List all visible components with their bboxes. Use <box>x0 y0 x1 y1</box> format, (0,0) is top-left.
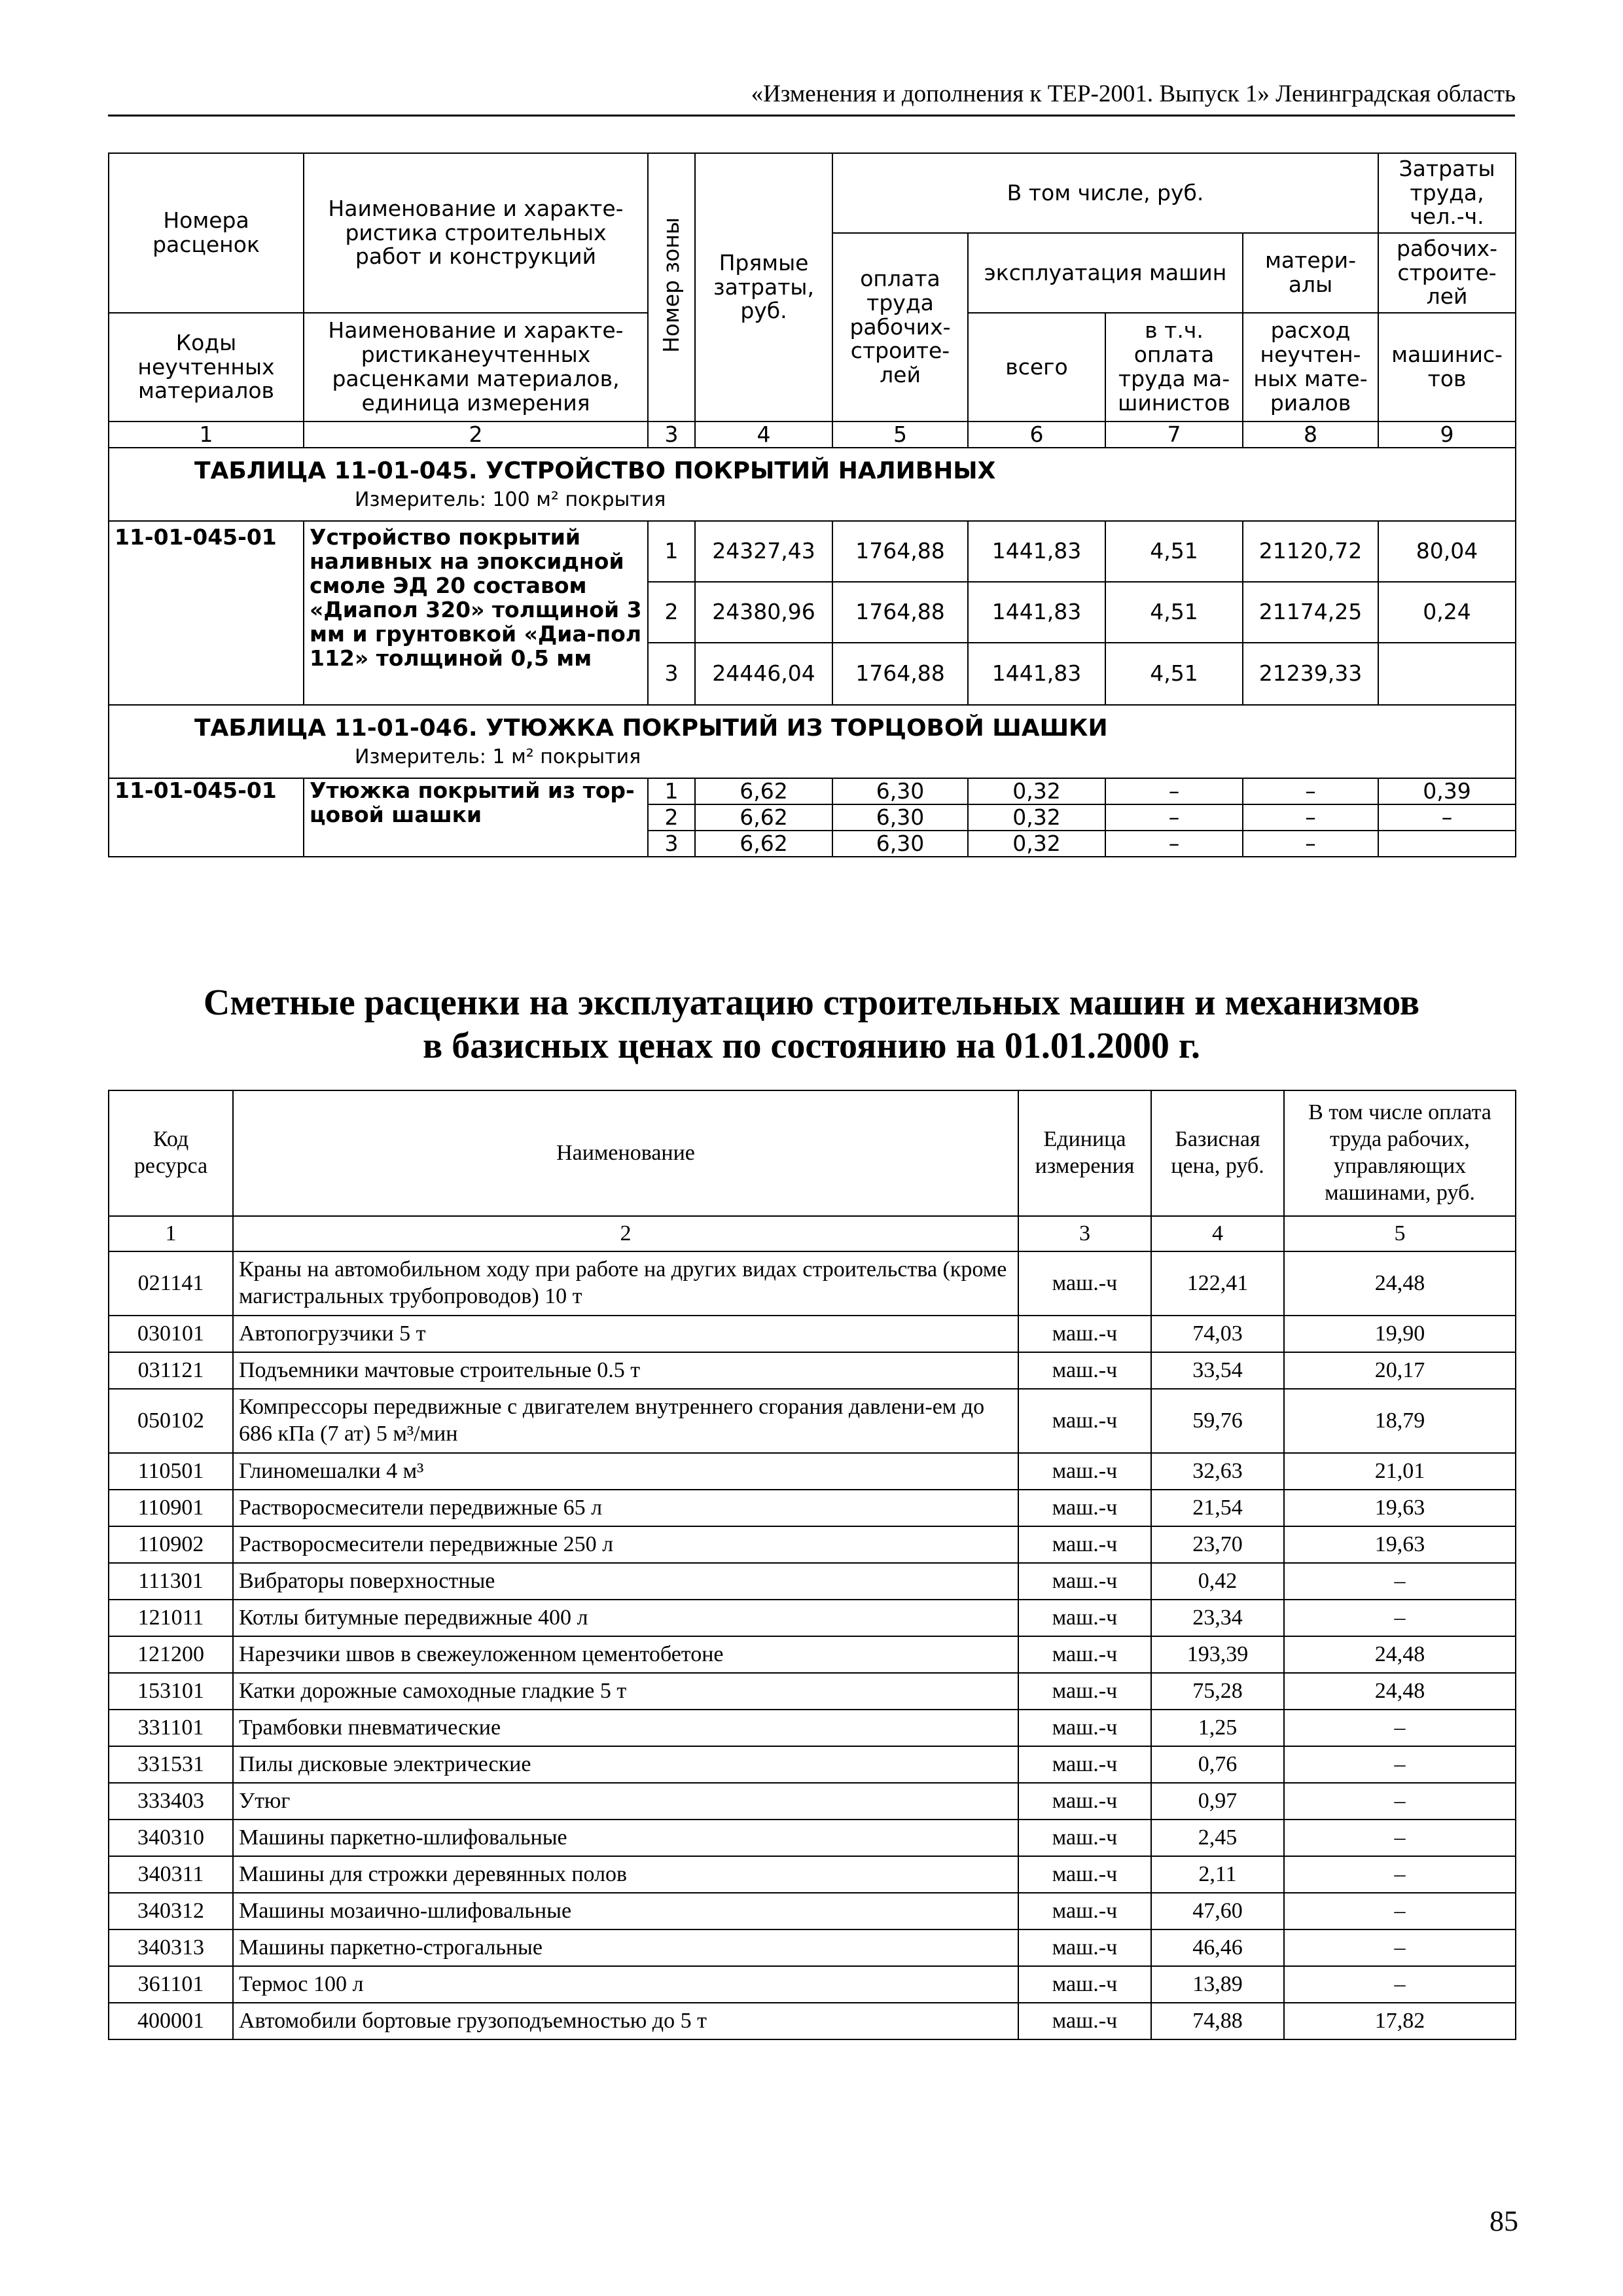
labor-pay: 17,82 <box>1284 2003 1516 2039</box>
table-row <box>109 1966 1516 2003</box>
unit: маш.-ч <box>1018 1490 1151 1526</box>
machines-table <box>108 1090 1516 2040</box>
table-cell: 1764,88 <box>832 643 968 705</box>
col-num: 3 <box>1018 1216 1151 1251</box>
resource-name: Компрессоры передвижные с двигателем внутреннего сгорания давлени-ем до 686 кПа (7 ат) 5 м³/мин <box>233 1389 1018 1453</box>
resource-name: Машины мозаично-шлифовальные <box>233 1893 1018 1929</box>
unit: маш.-ч <box>1018 1710 1151 1746</box>
resource-name: Нарезчики швов в свежеуложенном цементобетоне <box>233 1636 1018 1673</box>
base-price: 59,76 <box>1151 1389 1284 1453</box>
base-price: 0,97 <box>1151 1783 1284 1820</box>
section-title: ТАБЛИЦА 11-01-046. УТЮЖКА ПОКРЫТИЙ ИЗ ТОРЦОВОЙ ШАШКИ <box>194 715 1108 742</box>
col-head-consumption: расход неучтен-ных мате-риалов <box>1243 313 1378 422</box>
resource-code: 331101 <box>109 1710 233 1746</box>
unit: маш.-ч <box>1018 1526 1151 1563</box>
col-head-machinists: машинис-тов <box>1378 313 1516 422</box>
labor-pay: – <box>1284 1820 1516 1856</box>
page-number: 85 <box>1489 2205 1518 2237</box>
resource-name: Глиномешалки 4 м³ <box>233 1453 1018 1490</box>
unit: маш.-ч <box>1018 1352 1151 1389</box>
labor-pay: – <box>1284 1563 1516 1600</box>
col-head-incl: В том числе, руб. <box>832 153 1378 233</box>
base-price: 75,28 <box>1151 1673 1284 1710</box>
table-cell: – <box>1105 778 1243 804</box>
table-cell: 3 <box>648 831 695 857</box>
base-price: 33,54 <box>1151 1352 1284 1389</box>
title-line-2: в базисных ценах по состоянию на 01.01.2000 г. <box>423 1025 1200 1066</box>
table-cell: 6,62 <box>695 831 832 857</box>
table-cell: 1 <box>648 778 695 804</box>
resource-name: Краны на автомобильном ходу при работе на других видах строительства (кроме магистральных трубопроводов) 10 т <box>233 1251 1018 1316</box>
unit: маш.-ч <box>1018 1820 1151 1856</box>
resource-name: Вибраторы поверхностные <box>233 1563 1018 1600</box>
table-row <box>109 1856 1516 1893</box>
table-cell: 21239,33 <box>1243 643 1378 705</box>
labor-pay: – <box>1284 1893 1516 1929</box>
unit: маш.-ч <box>1018 1673 1151 1710</box>
base-price: 0,42 <box>1151 1563 1284 1600</box>
col-head-unit: Единица измерения <box>1018 1090 1151 1216</box>
resource-name: Машины паркетно-строгальные <box>233 1929 1018 1966</box>
table-cell: 2 <box>648 804 695 831</box>
col-head-materials: матери-алы <box>1243 233 1378 313</box>
table-row <box>109 1600 1516 1636</box>
col-num: 1 <box>109 422 304 448</box>
col-head-name: Наименование и характе-ристика строительных работ и конструкций <box>304 153 648 313</box>
resource-name: Трамбовки пневматические <box>233 1710 1018 1746</box>
labor-pay: 18,79 <box>1284 1389 1516 1453</box>
table-row <box>109 1526 1516 1563</box>
resource-name: Подъемники мачтовые строительные 0.5 т <box>233 1352 1018 1389</box>
resource-code: 340312 <box>109 1893 233 1929</box>
col-num: 4 <box>1151 1216 1284 1251</box>
resource-code: 340313 <box>109 1929 233 1966</box>
machines-section-title <box>108 982 1515 1067</box>
base-price: 122,41 <box>1151 1251 1284 1316</box>
table-cell: 4,51 <box>1105 582 1243 643</box>
col-head-name: Наименование <box>233 1090 1018 1216</box>
col-head-pay: оплата труда рабочих-строите-лей <box>832 233 968 422</box>
labor-pay: 24,48 <box>1284 1251 1516 1316</box>
col-head-total: всего <box>968 313 1105 422</box>
base-price: 193,39 <box>1151 1636 1284 1673</box>
base-price: 21,54 <box>1151 1490 1284 1526</box>
col-head-pay: В том числе оплата труда рабочих, управляющих машинами, руб. <box>1284 1090 1516 1216</box>
unit: маш.-ч <box>1018 1783 1151 1820</box>
col-head-numbers: Номера расценок <box>109 153 304 313</box>
table-row <box>109 1783 1516 1820</box>
section-heading <box>109 705 1516 778</box>
labor-pay: 24,48 <box>1284 1673 1516 1710</box>
resource-code: 121011 <box>109 1600 233 1636</box>
resource-name: Котлы битумные передвижные 400 л <box>233 1600 1018 1636</box>
resource-code: 331531 <box>109 1746 233 1783</box>
table-cell: 21174,25 <box>1243 582 1378 643</box>
table-row <box>109 1746 1516 1783</box>
resource-name: Машины паркетно-шлифовальные <box>233 1820 1018 1856</box>
rate-code: 11-01-045-01 <box>109 778 304 857</box>
resource-name: Растворосмесители передвижные 250 л <box>233 1526 1018 1563</box>
section-meter: Измеритель: 1 м² покрытия <box>355 745 641 768</box>
table-cell: 4,51 <box>1105 643 1243 705</box>
table-cell: 1441,83 <box>968 521 1105 582</box>
col-head-workers: рабочих-строите-лей <box>1378 233 1516 313</box>
section-title: ТАБЛИЦА 11-01-045. УСТРОЙСТВО ПОКРЫТИЙ НАЛИВНЫХ <box>194 457 996 485</box>
table-row <box>109 1563 1516 1600</box>
table-cell: 6,62 <box>695 804 832 831</box>
unit: маш.-ч <box>1018 1746 1151 1783</box>
zone-label: Номер зоны <box>658 217 684 353</box>
labor-pay: – <box>1284 1746 1516 1783</box>
labor-pay: – <box>1284 1966 1516 2003</box>
table-row <box>109 1352 1516 1389</box>
table-cell: – <box>1243 804 1378 831</box>
table-row <box>109 1929 1516 1966</box>
resource-code: 340311 <box>109 1856 233 1893</box>
resource-name: Утюг <box>233 1783 1018 1820</box>
unit: маш.-ч <box>1018 1563 1151 1600</box>
table-cell: 1 <box>648 521 695 582</box>
base-price: 74,03 <box>1151 1316 1284 1352</box>
resource-code: 333403 <box>109 1783 233 1820</box>
base-price: 32,63 <box>1151 1453 1284 1490</box>
base-price: 74,88 <box>1151 2003 1284 2039</box>
resource-name: Автомобили бортовые грузоподъемностью до 5 т <box>233 2003 1018 2039</box>
resource-name: Катки дорожные самоходные гладкие 5 т <box>233 1673 1018 1710</box>
table-cell: 0,32 <box>968 831 1105 857</box>
unit: маш.-ч <box>1018 1893 1151 1929</box>
table-cell: 24446,04 <box>695 643 832 705</box>
table-cell: – <box>1105 831 1243 857</box>
table-row <box>109 1636 1516 1673</box>
resource-name: Пилы дисковые электрические <box>233 1746 1018 1783</box>
resource-name: Термос 100 л <box>233 1966 1018 2003</box>
resource-code: 121200 <box>109 1636 233 1673</box>
resource-code: 361101 <box>109 1966 233 2003</box>
table-cell <box>1378 643 1516 705</box>
resource-code: 021141 <box>109 1251 233 1316</box>
unit: маш.-ч <box>1018 1966 1151 2003</box>
unit: маш.-ч <box>1018 1600 1151 1636</box>
table-cell: 6,30 <box>832 804 968 831</box>
table-row <box>109 1893 1516 1929</box>
table-cell: – <box>1243 778 1378 804</box>
labor-pay: 20,17 <box>1284 1352 1516 1389</box>
labor-pay: 19,63 <box>1284 1526 1516 1563</box>
resource-code: 050102 <box>109 1389 233 1453</box>
table-cell: 0,39 <box>1378 778 1516 804</box>
table-cell: 4,51 <box>1105 521 1243 582</box>
table-cell: 6,62 <box>695 778 832 804</box>
resource-code: 340310 <box>109 1820 233 1856</box>
unit: маш.-ч <box>1018 1453 1151 1490</box>
col-head-incl-pay: в т.ч. оплата труда ма-шинистов <box>1105 313 1243 422</box>
table-row <box>109 1389 1516 1453</box>
table-row <box>109 1710 1516 1746</box>
resource-name: Растворосмесители передвижные 65 л <box>233 1490 1018 1526</box>
table-cell: 0,32 <box>968 778 1105 804</box>
col-num: 3 <box>648 422 695 448</box>
table-row <box>109 2003 1516 2039</box>
table-row <box>109 1820 1516 1856</box>
col-head-price: Базисная цена, руб. <box>1151 1090 1284 1216</box>
col-head-labor: Затраты труда, чел.-ч. <box>1378 153 1516 233</box>
unit: маш.-ч <box>1018 1389 1151 1453</box>
labor-pay: – <box>1284 1856 1516 1893</box>
labor-pay: 21,01 <box>1284 1453 1516 1490</box>
table-cell: 0,32 <box>968 804 1105 831</box>
resource-code: 031121 <box>109 1352 233 1389</box>
table-row <box>109 1490 1516 1526</box>
labor-pay: 19,90 <box>1284 1316 1516 1352</box>
table-row <box>109 1453 1516 1490</box>
unit: маш.-ч <box>1018 1316 1151 1352</box>
resource-code: 110902 <box>109 1526 233 1563</box>
table-cell: – <box>1243 831 1378 857</box>
resource-code: 111301 <box>109 1563 233 1600</box>
rate-description: Устройство покрытий наливных на эпоксидной смоле ЭД 20 составом «Диапол 320» толщиной 3 мм и грунтовкой «Диа-пол 112» толщиной 0,5 мм <box>304 521 648 705</box>
col-num: 2 <box>233 1216 1018 1251</box>
col-head-code: Код ресурса <box>109 1090 233 1216</box>
table-cell: 6,30 <box>832 831 968 857</box>
resource-code: 110901 <box>109 1490 233 1526</box>
resource-code: 110501 <box>109 1453 233 1490</box>
table-row <box>109 1316 1516 1352</box>
base-price: 23,70 <box>1151 1526 1284 1563</box>
table-cell: 24380,96 <box>695 582 832 643</box>
col-num: 4 <box>695 422 832 448</box>
labor-pay: 24,48 <box>1284 1636 1516 1673</box>
col-num: 8 <box>1243 422 1378 448</box>
base-price: 47,60 <box>1151 1893 1284 1929</box>
rate-description: Утюжка покрытий из тор-цовой шашки <box>304 778 648 857</box>
unit: маш.-ч <box>1018 1929 1151 1966</box>
col-num: 1 <box>109 1216 233 1251</box>
base-price: 0,76 <box>1151 1746 1284 1783</box>
table-cell: 1764,88 <box>832 582 968 643</box>
table-row <box>109 1673 1516 1710</box>
resource-code: 030101 <box>109 1316 233 1352</box>
table-cell: 80,04 <box>1378 521 1516 582</box>
labor-pay: – <box>1284 1783 1516 1820</box>
resource-code: 400001 <box>109 2003 233 2039</box>
table-cell: – <box>1378 804 1516 831</box>
col-head-exploit: эксплуатация машин <box>968 233 1243 313</box>
rate-code: 11-01-045-01 <box>109 521 304 705</box>
labor-pay: – <box>1284 1929 1516 1966</box>
labor-pay: 19,63 <box>1284 1490 1516 1526</box>
unit: маш.-ч <box>1018 1251 1151 1316</box>
base-price: 46,46 <box>1151 1929 1284 1966</box>
col-num: 6 <box>968 422 1105 448</box>
section-meter: Измеритель: 100 м² покрытия <box>355 488 666 511</box>
table-cell: 21120,72 <box>1243 521 1378 582</box>
section-heading <box>109 448 1516 521</box>
table-cell: 3 <box>648 643 695 705</box>
base-price: 23,34 <box>1151 1600 1284 1636</box>
col-num: 7 <box>1105 422 1243 448</box>
base-price: 13,89 <box>1151 1966 1284 2003</box>
table-cell: 1441,83 <box>968 582 1105 643</box>
col-num: 5 <box>1284 1216 1516 1251</box>
rates-table <box>108 152 1516 857</box>
table-cell: – <box>1105 804 1243 831</box>
table-cell: 1441,83 <box>968 643 1105 705</box>
unit: маш.-ч <box>1018 2003 1151 2039</box>
table-row <box>109 1251 1516 1316</box>
table-cell: 1764,88 <box>832 521 968 582</box>
resource-code: 153101 <box>109 1673 233 1710</box>
col-head-name2: Наименование и характе-ристиканеучтенных расценками материалов, единица измерения <box>304 313 648 422</box>
table-cell: 24327,43 <box>695 521 832 582</box>
table-cell <box>1378 831 1516 857</box>
base-price: 2,45 <box>1151 1820 1284 1856</box>
col-num: 5 <box>832 422 968 448</box>
table-cell: 2 <box>648 582 695 643</box>
unit: маш.-ч <box>1018 1856 1151 1893</box>
col-num: 2 <box>304 422 648 448</box>
col-num: 9 <box>1378 422 1516 448</box>
labor-pay: – <box>1284 1710 1516 1746</box>
base-price: 1,25 <box>1151 1710 1284 1746</box>
table-cell: 0,24 <box>1378 582 1516 643</box>
col-head-direct: Прямые затраты, руб. <box>695 153 832 422</box>
resource-name: Автопогрузчики 5 т <box>233 1316 1018 1352</box>
unit: маш.-ч <box>1018 1636 1151 1673</box>
table-cell: 6,30 <box>832 778 968 804</box>
base-price: 2,11 <box>1151 1856 1284 1893</box>
col-head-zone <box>648 153 695 422</box>
title-line-1: Сметные расценки на эксплуатацию строительных машин и механизмов <box>203 982 1420 1023</box>
header-rule <box>108 115 1515 117</box>
running-header: «Изменения и дополнения к ТЕР-2001. Выпуск 1» Ленинградская область <box>751 81 1516 107</box>
resource-name: Машины для строжки деревянных полов <box>233 1856 1018 1893</box>
labor-pay: – <box>1284 1600 1516 1636</box>
col-head-codes: Коды неучтенных материалов <box>109 313 304 422</box>
